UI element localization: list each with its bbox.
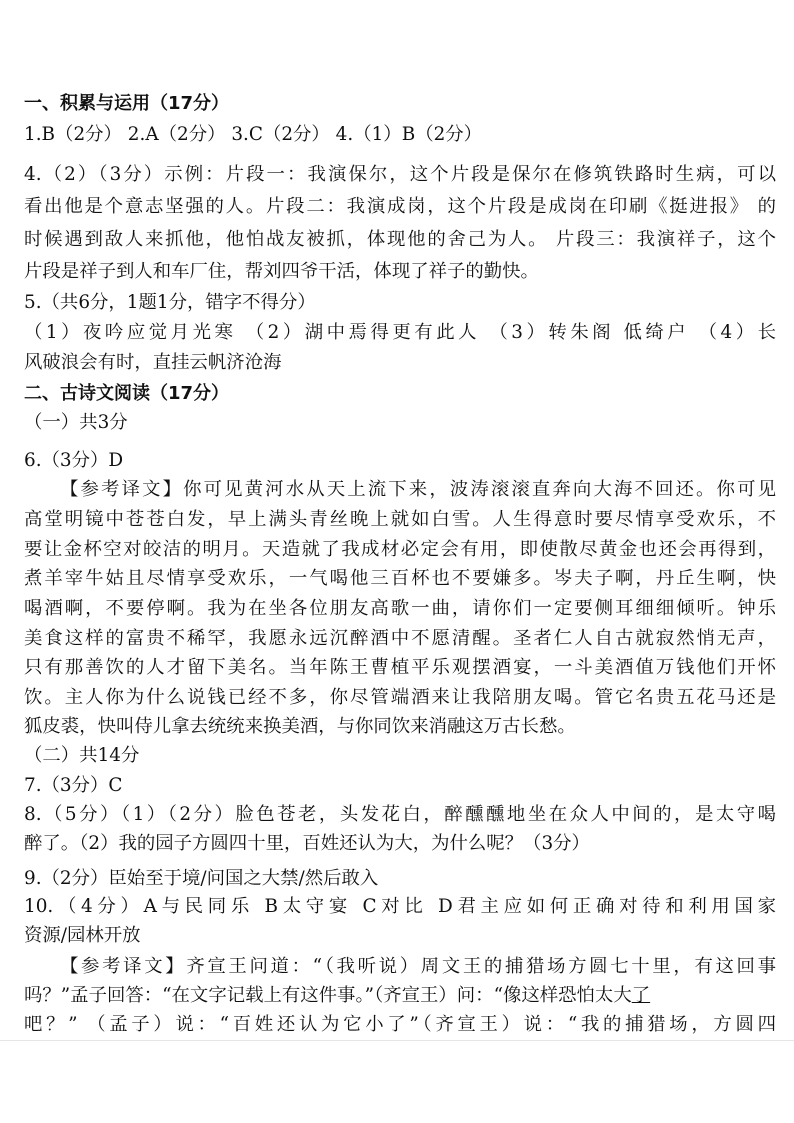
translation1-line: 美食这样的富贵不稀罕，我愿永远沉醉酒中不愿清醒。圣者仁人自古就寂然悄无声， bbox=[24, 628, 776, 649]
q10-line: 10.（4分）A与民同乐 B太守宴 C对比 D君主应如何正确对待和利用国家 bbox=[24, 896, 776, 917]
page-bottom-divider bbox=[0, 1040, 794, 1041]
q7-answer: 7.（3分）C bbox=[24, 775, 123, 796]
q8-line: 8.（5分）（1）（2分）脸色苍老，头发花白，醉醺醺地坐在众人中间的，是太守喝 bbox=[24, 804, 776, 825]
part1-label: （一）共3分 bbox=[24, 412, 128, 433]
section1-heading: 一、积累与运用（17分） bbox=[24, 93, 230, 114]
q4-2-line: 4.（2）（3分）示例：片段一：我演保尔，这个片段是保尔在修筑铁路时生病，可以 bbox=[24, 164, 776, 185]
q5-answer-line: （1）夜吟应觉月光寒 （2）湖中焉得更有此人 （3）转朱阁 低绮户 （4）长 bbox=[24, 322, 776, 343]
translation1-line: 【参考译文】你可见黄河水从天上流下来，波涛滚滚直奔向大海不回还。你可见 bbox=[60, 479, 776, 500]
answers-q1-q4: 1.B（2分） 2.A（2分） 3.C（2分） 4.（1）B（2分） bbox=[24, 124, 483, 145]
q8-line: 醉了。（2）我的园子方圆四十里，百姓还认为大，为什么呢？（3分） bbox=[24, 833, 590, 854]
q4-2-line: 片段是祥子到人和车厂住，帮刘四爷干活，体现了祥子的勤快。 bbox=[24, 261, 539, 282]
translation1-line: 高堂明镜中苍苍白发，早上满头青丝晚上就如白雪。人生得意时要尽情享受欢乐，不 bbox=[24, 509, 776, 530]
q5-heading: 5.（共6分，1题1分，错字不得分） bbox=[24, 292, 316, 313]
translation2-line-with-underline bbox=[24, 983, 776, 1009]
underlined-char: 了 bbox=[631, 985, 651, 1006]
q10-line: 资源/园林开放 bbox=[24, 925, 141, 946]
translation2-text: 吗？”孟子回答：“在文字记载上有这件事。”（齐宣王）问：“像这样恐怕太大 bbox=[24, 985, 632, 1006]
translation2-line: 吧？” （孟子）说：“百姓还认为它小了”（齐宣王）说：“我的捕猎场，方圆四 bbox=[24, 1014, 776, 1035]
q4-2-line: 时候遇到敌人来抓他，他怕战友被抓，体现他的舍己为人。 片段三：我演祥子，这个 bbox=[24, 229, 776, 250]
q6-answer: 6.（3分）D bbox=[24, 450, 124, 471]
translation1-line: 饮。主人你为什么说钱已经不多，你尽管端酒来让我陪朋友喝。管它名贵五花马还是 bbox=[24, 687, 776, 708]
part2-label: （二）共14分 bbox=[24, 745, 140, 766]
translation2-line: 【参考译文】齐宣王问道：“（我听说）周文王的捕猎场方圆七十里，有这回事 bbox=[60, 956, 776, 977]
q9-answer: 9.（2分）臣始至于境/问国之大禁/然后敢入 bbox=[24, 868, 379, 889]
translation1-line: 只有那善饮的人才留下美名。当年陈王曹植平乐观摆酒宴，一斗美酒值万钱他们开怀 bbox=[24, 657, 776, 678]
translation1-line: 要让金杯空对皎洁的明月。天造就了我成材必定会有用，即使散尽黄金也还会再得到， bbox=[24, 539, 776, 560]
q5-answer-line: 风破浪会有时，直挂云帆济沧海 bbox=[24, 352, 282, 373]
translation1-line: 喝酒啊，不要停啊。我为在坐各位朋友高歌一曲，请你们一定要侧耳细细倾听。钟乐 bbox=[24, 598, 776, 619]
q4-2-line: 看出他是个意志坚强的人。片段二：我演成岗，这个片段是成岗在印刷《挺进报》 的 bbox=[24, 196, 776, 217]
section2-heading: 二、古诗文阅读（17分） bbox=[24, 383, 230, 404]
translation1-line: 煮羊宰牛姑且尽情享受欢乐，一气喝他三百杯也不要嫌多。岑夫子啊，丹丘生啊，快 bbox=[24, 568, 776, 589]
translation1-line: 狐皮裘，快叫侍儿拿去统统来换美酒，与你同饮来消融这万古长愁。 bbox=[24, 716, 576, 737]
